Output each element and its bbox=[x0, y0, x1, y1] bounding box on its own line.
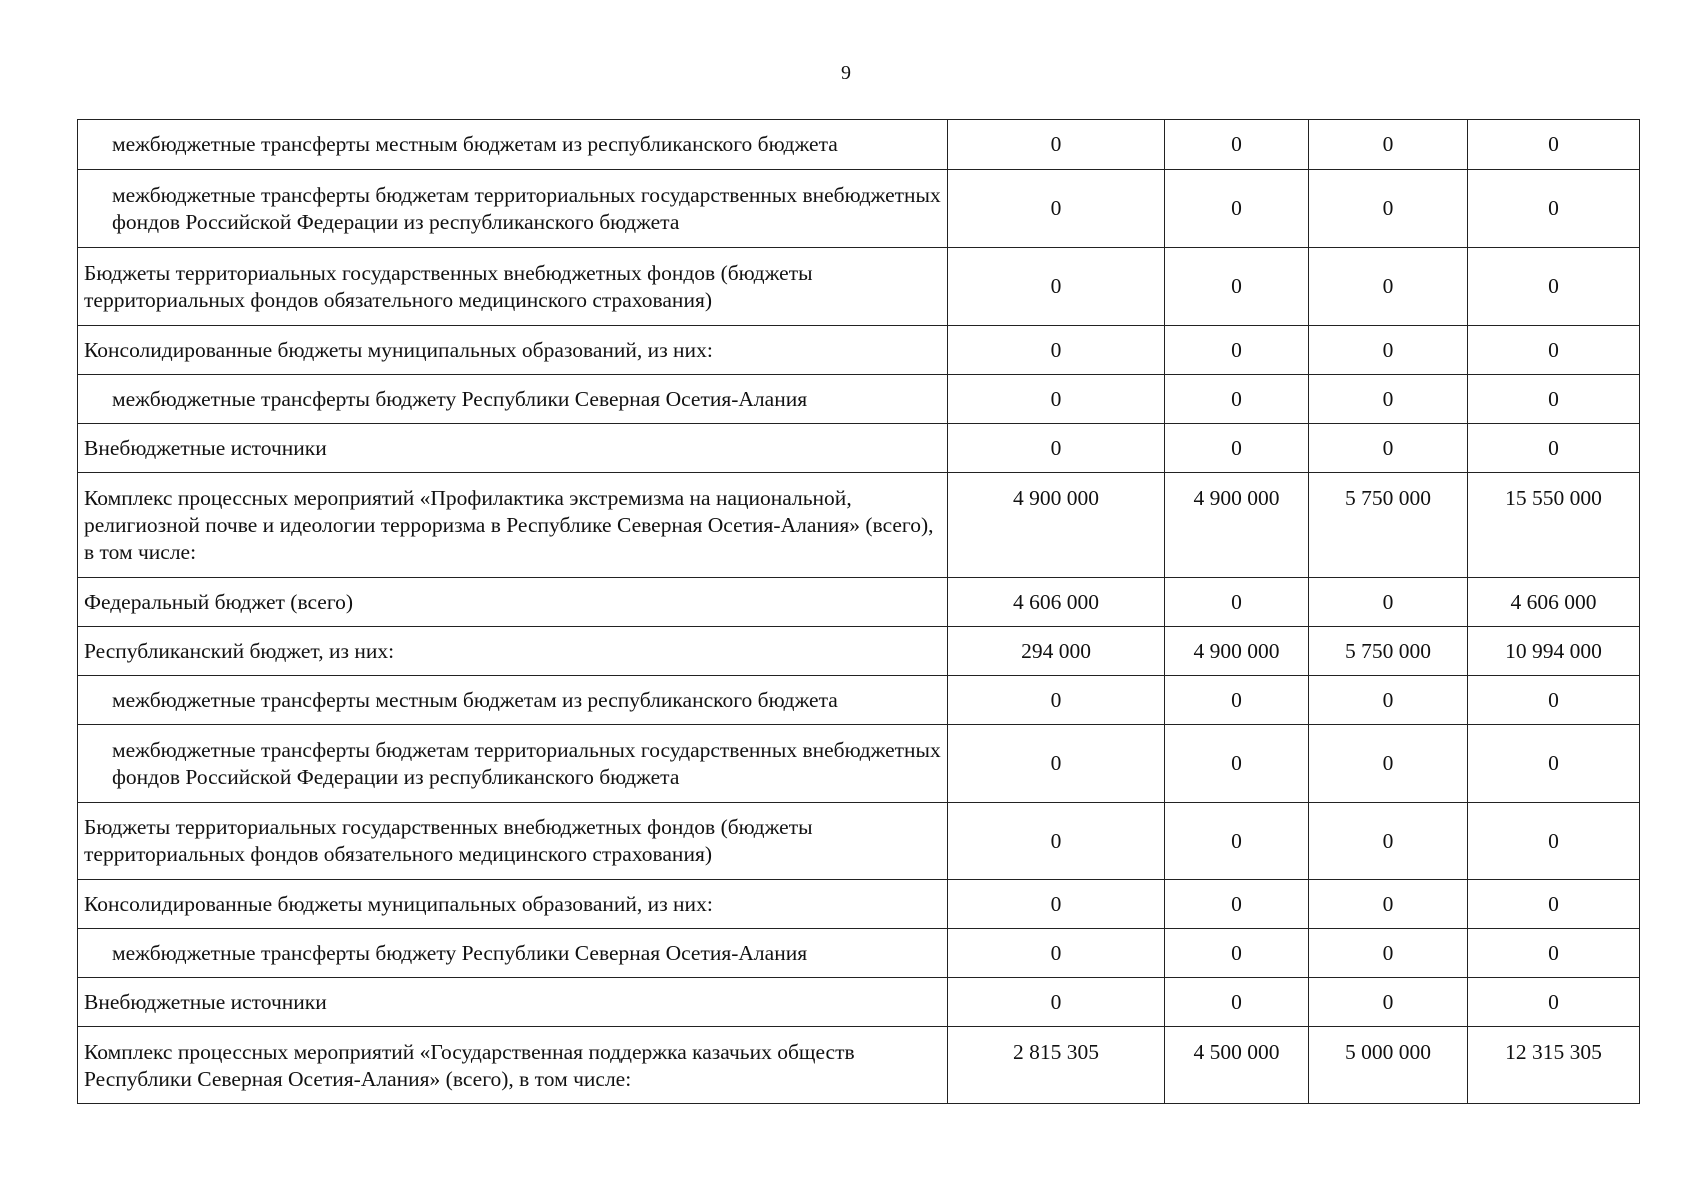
value-cell-3: 0 bbox=[1309, 424, 1468, 473]
value-cell-3: 0 bbox=[1309, 978, 1468, 1027]
budget-table-body bbox=[78, 120, 1640, 1104]
page-number: 9 bbox=[841, 62, 851, 84]
table-row bbox=[78, 978, 1640, 1027]
value-cell-1: 2 815 305 bbox=[948, 1027, 1165, 1104]
value-cell-total: 0 bbox=[1468, 676, 1640, 725]
value-cell-total: 0 bbox=[1468, 803, 1640, 880]
value-cell-2: 0 bbox=[1165, 578, 1309, 627]
value-cell-3: 5 750 000 bbox=[1309, 473, 1468, 578]
value-cell-total: 10 994 000 bbox=[1468, 627, 1640, 676]
value-cell-3: 0 bbox=[1309, 803, 1468, 880]
row-label: Бюджеты территориальных государственных внебюджетных фондов (бюджеты территориальных фондов обязательного медицинского страхования) bbox=[78, 248, 948, 326]
row-label: Внебюджетные источники bbox=[78, 424, 948, 473]
value-cell-total: 0 bbox=[1468, 978, 1640, 1027]
value-cell-2: 0 bbox=[1165, 326, 1309, 375]
value-cell-total: 0 bbox=[1468, 170, 1640, 248]
table-row bbox=[78, 627, 1640, 676]
table-row bbox=[78, 803, 1640, 880]
row-label: Внебюджетные источники bbox=[78, 978, 948, 1027]
value-cell-total: 0 bbox=[1468, 326, 1640, 375]
value-cell-2: 0 bbox=[1165, 929, 1309, 978]
value-cell-1: 0 bbox=[948, 375, 1165, 424]
table-row bbox=[78, 578, 1640, 627]
value-cell-3: 0 bbox=[1309, 120, 1468, 170]
value-cell-3: 0 bbox=[1309, 326, 1468, 375]
row-label: межбюджетные трансферты бюджету Республики Северная Осетия-Алания bbox=[78, 929, 948, 978]
table-row bbox=[78, 725, 1640, 803]
value-cell-2: 0 bbox=[1165, 880, 1309, 929]
value-cell-3: 0 bbox=[1309, 880, 1468, 929]
value-cell-2: 0 bbox=[1165, 424, 1309, 473]
value-cell-1: 0 bbox=[948, 880, 1165, 929]
value-cell-2: 0 bbox=[1165, 725, 1309, 803]
value-cell-1: 0 bbox=[948, 326, 1165, 375]
table-row bbox=[78, 473, 1640, 578]
value-cell-total: 0 bbox=[1468, 120, 1640, 170]
row-label: межбюджетные трансферты бюджетам территориальных государственных внебюджетных фондов Российской Федерации из республиканского бюджета bbox=[78, 725, 948, 803]
value-cell-3: 0 bbox=[1309, 248, 1468, 326]
value-cell-2: 0 bbox=[1165, 978, 1309, 1027]
table-row bbox=[78, 929, 1640, 978]
value-cell-total: 0 bbox=[1468, 424, 1640, 473]
row-label: Комплекс процессных мероприятий «Государственная поддержка казачьих обществ Республики Северная Осетия-Алания» (всего), в том числе: bbox=[78, 1027, 948, 1104]
value-cell-1: 0 bbox=[948, 424, 1165, 473]
value-cell-2: 0 bbox=[1165, 170, 1309, 248]
value-cell-total: 15 550 000 bbox=[1468, 473, 1640, 578]
table-row bbox=[78, 375, 1640, 424]
value-cell-total: 0 bbox=[1468, 248, 1640, 326]
row-label: Республиканский бюджет, из них: bbox=[78, 627, 948, 676]
value-cell-1: 0 bbox=[948, 803, 1165, 880]
value-cell-2: 4 500 000 bbox=[1165, 1027, 1309, 1104]
table-row bbox=[78, 424, 1640, 473]
value-cell-3: 0 bbox=[1309, 578, 1468, 627]
value-cell-3: 5 000 000 bbox=[1309, 1027, 1468, 1104]
value-cell-1: 0 bbox=[948, 248, 1165, 326]
value-cell-2: 4 900 000 bbox=[1165, 473, 1309, 578]
table-row bbox=[78, 248, 1640, 326]
value-cell-total: 0 bbox=[1468, 880, 1640, 929]
value-cell-1: 4 900 000 bbox=[948, 473, 1165, 578]
table-row bbox=[78, 326, 1640, 375]
value-cell-3: 0 bbox=[1309, 375, 1468, 424]
value-cell-1: 4 606 000 bbox=[948, 578, 1165, 627]
table-row bbox=[78, 170, 1640, 248]
value-cell-2: 0 bbox=[1165, 120, 1309, 170]
row-label: межбюджетные трансферты бюджету Республики Северная Осетия-Алания bbox=[78, 375, 948, 424]
row-label: Консолидированные бюджеты муниципальных образований, из них: bbox=[78, 880, 948, 929]
budget-table bbox=[77, 119, 1640, 1104]
row-label: Федеральный бюджет (всего) bbox=[78, 578, 948, 627]
value-cell-3: 0 bbox=[1309, 929, 1468, 978]
value-cell-1: 0 bbox=[948, 120, 1165, 170]
row-label: Бюджеты территориальных государственных внебюджетных фондов (бюджеты территориальных фондов обязательного медицинского страхования) bbox=[78, 803, 948, 880]
value-cell-total: 4 606 000 bbox=[1468, 578, 1640, 627]
value-cell-2: 0 bbox=[1165, 676, 1309, 725]
value-cell-2: 4 900 000 bbox=[1165, 627, 1309, 676]
value-cell-1: 0 bbox=[948, 676, 1165, 725]
table-row bbox=[78, 120, 1640, 170]
value-cell-total: 0 bbox=[1468, 375, 1640, 424]
value-cell-2: 0 bbox=[1165, 375, 1309, 424]
table-row bbox=[78, 676, 1640, 725]
value-cell-1: 0 bbox=[948, 929, 1165, 978]
value-cell-2: 0 bbox=[1165, 803, 1309, 880]
table-row bbox=[78, 880, 1640, 929]
table-row bbox=[78, 1027, 1640, 1104]
row-label: межбюджетные трансферты бюджетам территориальных государственных внебюджетных фондов Российской Федерации из республиканского бюджета bbox=[78, 170, 948, 248]
value-cell-3: 0 bbox=[1309, 170, 1468, 248]
row-label: Консолидированные бюджеты муниципальных образований, из них: bbox=[78, 326, 948, 375]
value-cell-1: 0 bbox=[948, 978, 1165, 1027]
value-cell-total: 0 bbox=[1468, 929, 1640, 978]
value-cell-1: 0 bbox=[948, 725, 1165, 803]
value-cell-2: 0 bbox=[1165, 248, 1309, 326]
value-cell-total: 0 bbox=[1468, 725, 1640, 803]
row-label: межбюджетные трансферты местным бюджетам из республиканского бюджета bbox=[78, 676, 948, 725]
value-cell-3: 5 750 000 bbox=[1309, 627, 1468, 676]
row-label: межбюджетные трансферты местным бюджетам из республиканского бюджета bbox=[78, 120, 948, 170]
row-label: Комплекс процессных мероприятий «Профилактика экстремизма на национальной, религиозной почве и идеологии терроризма в Республике Северная Осетия-Алания» (всего), в том числе: bbox=[78, 473, 948, 578]
value-cell-1: 0 bbox=[948, 170, 1165, 248]
value-cell-3: 0 bbox=[1309, 725, 1468, 803]
value-cell-1: 294 000 bbox=[948, 627, 1165, 676]
value-cell-3: 0 bbox=[1309, 676, 1468, 725]
value-cell-total: 12 315 305 bbox=[1468, 1027, 1640, 1104]
